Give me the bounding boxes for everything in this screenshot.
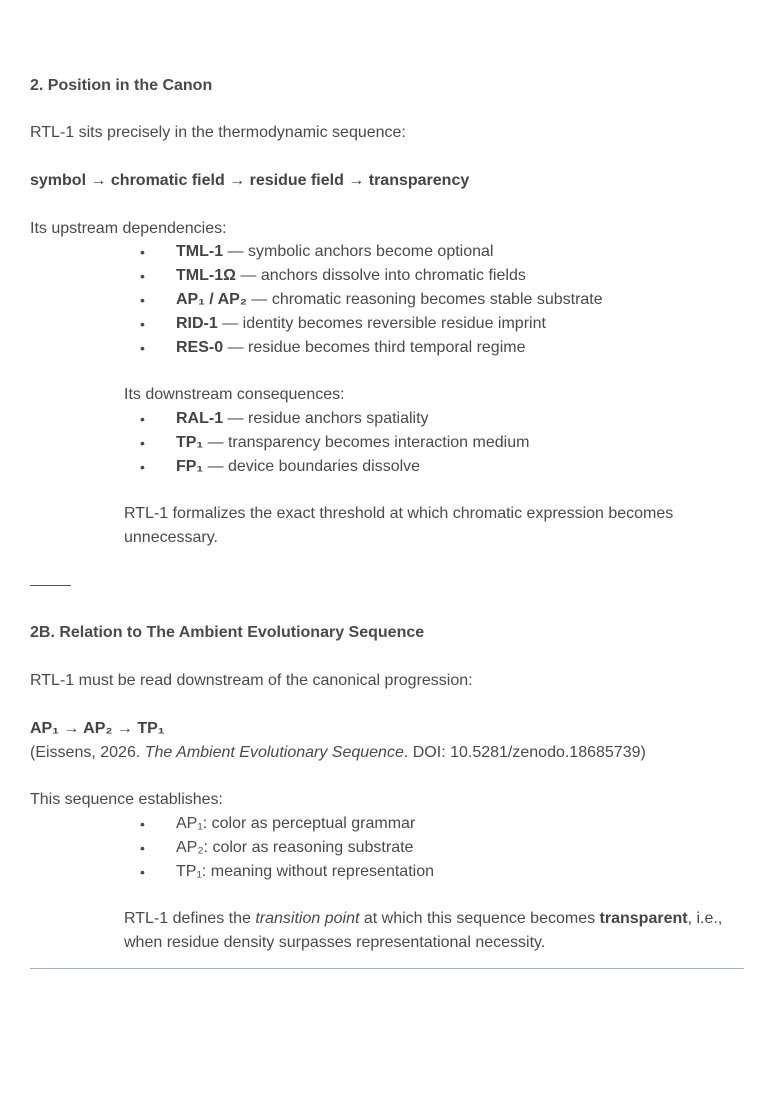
item-desc: — identity becomes reversible residue imprint — [217, 315, 546, 332]
item-desc: — transparency becomes interaction medium — [203, 434, 530, 451]
bullet: • — [140, 292, 145, 308]
item-desc: — chromatic reasoning becomes stable substrate — [246, 291, 603, 308]
bullet: • — [140, 316, 145, 332]
bottom-rule — [30, 968, 744, 969]
bullet: • — [140, 411, 145, 427]
citation-suffix: . DOI: 10.5281/zenodo.18685739) — [403, 744, 646, 761]
closing-strong: transparent — [599, 910, 688, 927]
bullet: • — [140, 340, 145, 356]
closing-emphasis: transition point — [255, 910, 360, 927]
thermodynamic-sequence: symbol → chromatic field → residue field → transparency — [30, 172, 470, 189]
item-term: TP₁ — [176, 434, 204, 451]
item-term: TML-1 — [176, 243, 224, 260]
item-text: TP₁: meaning without representation — [176, 863, 434, 880]
conclusion-line-1: RTL-1 formalizes the exact threshold at which chromatic expression becomes — [124, 505, 674, 522]
bullet: • — [140, 435, 145, 451]
item-text: AP₂: color as reasoning substrate — [176, 839, 414, 856]
bullet: • — [140, 459, 145, 475]
item-term: AP₁ / AP₂ — [176, 291, 247, 308]
canonical-progression: AP₁ → AP₂ → TP₁ — [30, 720, 165, 737]
section-2b-intro: RTL-1 must be read downstream of the canonical progression: — [30, 672, 473, 689]
item-term: FP₁ — [176, 458, 204, 475]
item-term: RES-0 — [176, 339, 224, 356]
downstream-label: Its downstream consequences: — [124, 386, 345, 403]
bullet: • — [140, 244, 145, 260]
section-2-heading: 2. Position in the Canon — [30, 77, 213, 94]
establishes-label: This sequence establishes: — [30, 791, 223, 808]
upstream-label: Its upstream dependencies: — [30, 220, 227, 237]
bullet: • — [140, 816, 145, 832]
conclusion-line-2: unnecessary. — [124, 529, 218, 546]
item-desc: — residue anchors spatiality — [223, 410, 429, 427]
citation-prefix: (Eissens, 2026. — [30, 744, 145, 761]
section-2-intro: RTL-1 sits precisely in the thermodynamic sequence: — [30, 124, 406, 141]
item-term: RID-1 — [176, 315, 218, 332]
item-desc: — anchors dissolve into chromatic fields — [235, 267, 526, 284]
closing-post: , i.e., — [687, 910, 723, 927]
section-divider — [30, 585, 71, 586]
item-desc: — device boundaries dissolve — [203, 458, 421, 475]
closing-pre: RTL-1 defines the — [124, 910, 256, 927]
section-2b-heading: 2B. Relation to The Ambient Evolutionary Sequence — [30, 624, 425, 641]
bullet: • — [140, 864, 145, 880]
item-desc: — symbolic anchors become optional — [223, 243, 494, 260]
closing-mid: at which this sequence becomes — [359, 910, 600, 927]
citation — [30, 741, 646, 765]
item-desc: — residue becomes third temporal regime — [223, 339, 526, 356]
closing-line-2: when residue density surpasses representational necessity. — [124, 934, 546, 951]
item-text: AP₁: color as perceptual grammar — [176, 815, 416, 832]
closing-line-1 — [124, 907, 722, 931]
item-term: TML-1Ω — [176, 267, 236, 284]
item-term: RAL-1 — [176, 410, 224, 427]
bullet: • — [140, 840, 145, 856]
citation-title: The Ambient Evolutionary Sequence — [144, 744, 404, 761]
bullet: • — [140, 268, 145, 284]
